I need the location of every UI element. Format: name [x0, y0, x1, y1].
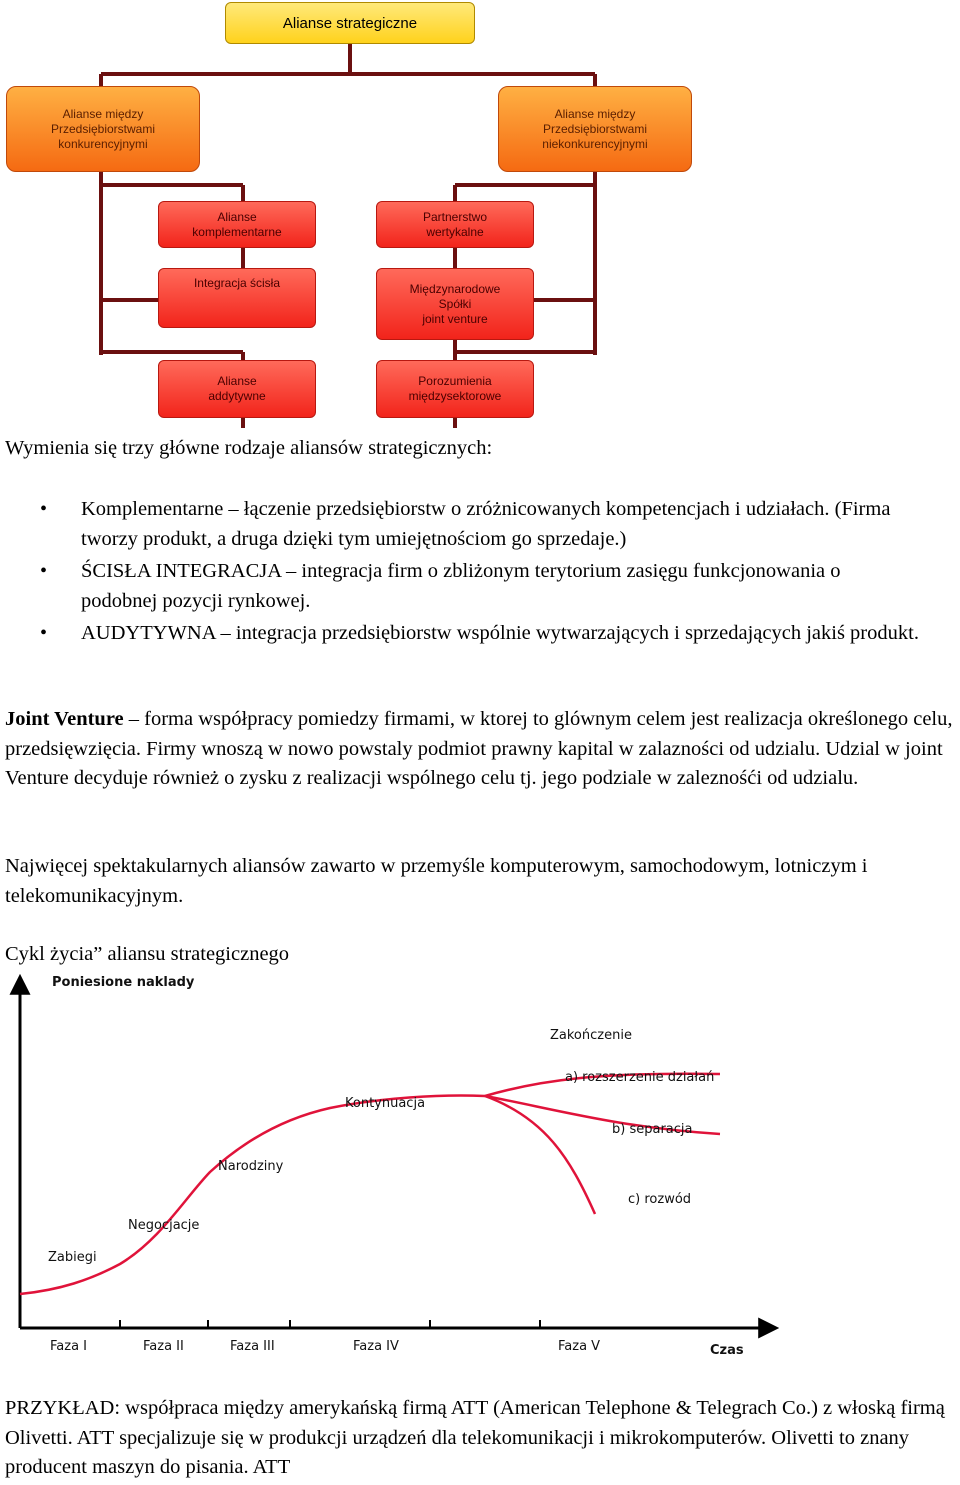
joint-venture-definition: – forma współpracy pomiedzy firmami, w ktorej to glównym celem jest realizacja określonego celu, przedsięwzięcia. Firmy wnoszą w nowo powstaly podmiot prawny kapital w zalazności od udzialu. Udzial w joint Venture decyduje również o zysku z realizacji wspólnego celu tj. jego podziale w zaleznośći od udzialu. — [5, 708, 953, 789]
x-axis-label: Czas — [710, 1343, 744, 1358]
joint-venture-term: Joint Venture — [5, 708, 124, 730]
org-complementary-box — [158, 201, 316, 248]
org-additive-label: Alianse addytywne — [208, 374, 266, 403]
org-vertical-partnership-box — [376, 201, 534, 248]
org-tight-integration-label: Integracja ścisła — [193, 276, 281, 290]
org-vertical-partnership-label: Partnerstwo wertykalne — [422, 209, 488, 239]
org-joint-venture-box — [376, 268, 534, 340]
stage-label-kontynuacja: Kontynuacja — [345, 1096, 426, 1111]
cycle-heading: Cykl życia” aliansu strategicznego — [5, 943, 290, 965]
joint-venture-paragraph — [5, 705, 960, 794]
org-competitive-label: Alianse między Przedsiębiorstwami konkurencyjnymi — [50, 106, 156, 151]
org-root-box — [225, 2, 475, 44]
org-intersector-box — [376, 360, 534, 418]
phase-label-5: Faza V — [558, 1339, 601, 1354]
example-paragraph: PRZYKŁAD: współpraca między amerykańską firmą ATT (American Telephone & Telegrach Co.) z włoską firmą Olivetti. ATT specjalizuje się w produkcji urządzeń dla telekomunikacji i mikrokomputerów. Olivetti to znany producent maszyn do pisania. ATT — [5, 1397, 945, 1478]
org-tight-integration-box — [158, 268, 316, 328]
industries-paragraph: Najwięcej spektakularnych aliansów zawarto w przemyśle komputerowym, samochodowym, lotniczym i telekomunikacyjnym. — [5, 855, 868, 907]
stage-label-narodziny: Narodziny — [218, 1159, 284, 1174]
phase-label-3: Faza III — [230, 1339, 275, 1354]
branch-label-b: b) separacja — [612, 1122, 693, 1137]
org-competitive-box — [6, 86, 200, 172]
stage-label-zabiegi: Zabiegi — [48, 1250, 97, 1265]
list-item: • AUDYTYWNA – integracja przedsiębiorstw wspólnie wytwarzających i sprzedających jakiś produkt. — [0, 618, 921, 648]
org-complementary-label: Alianse komplementarne — [192, 209, 282, 239]
list-item: • ŚCISŁA INTEGRACJA – integracja firm o zbliżonym terytorium zasięgu funkcjonowania o podobnej pozycji rynkowej. — [0, 556, 921, 616]
org-additive-box — [158, 360, 316, 418]
branch-label-a: a) rozszerzenie działań — [565, 1070, 715, 1085]
alliance-types-list — [0, 494, 960, 648]
list-item: • Komplementarne – łączenie przedsiębiorstw o zróżnicowanych kompetencjach i udziałach. (Firma tworzy produkt, a druga dzięki tym umiejętnościom go sprzedaje.) — [0, 494, 921, 554]
lifecycle-chart — [0, 968, 800, 1368]
y-axis-label: Poniesione naklady — [52, 975, 195, 990]
phase-label-1: Faza I — [50, 1339, 88, 1354]
org-joint-venture-label: Międzynarodowe Spółki joint venture — [409, 281, 501, 326]
phase-label-2: Faza II — [143, 1339, 184, 1354]
org-chart — [0, 0, 960, 430]
stage-label-zakonczenie: Zakończenie — [550, 1028, 632, 1043]
org-intersector-label: Porozumienia międzysektorowe — [408, 374, 502, 403]
branch-divorce — [485, 1096, 595, 1214]
phase-label-4: Faza IV — [353, 1339, 399, 1354]
stage-label-negocjacje: Negocjacje — [128, 1218, 200, 1233]
org-noncompetitive-label: Alianse między Przedsiębiorstwami niekonkurencyjnymi — [542, 106, 648, 151]
branch-label-c: c) rozwód — [628, 1192, 692, 1207]
org-root-label: Alianse strategiczne — [282, 14, 418, 32]
org-noncompetitive-box — [498, 86, 692, 172]
intro-text: Wymienia się trzy główne rodzaje aliansów strategicznych: — [5, 437, 493, 459]
